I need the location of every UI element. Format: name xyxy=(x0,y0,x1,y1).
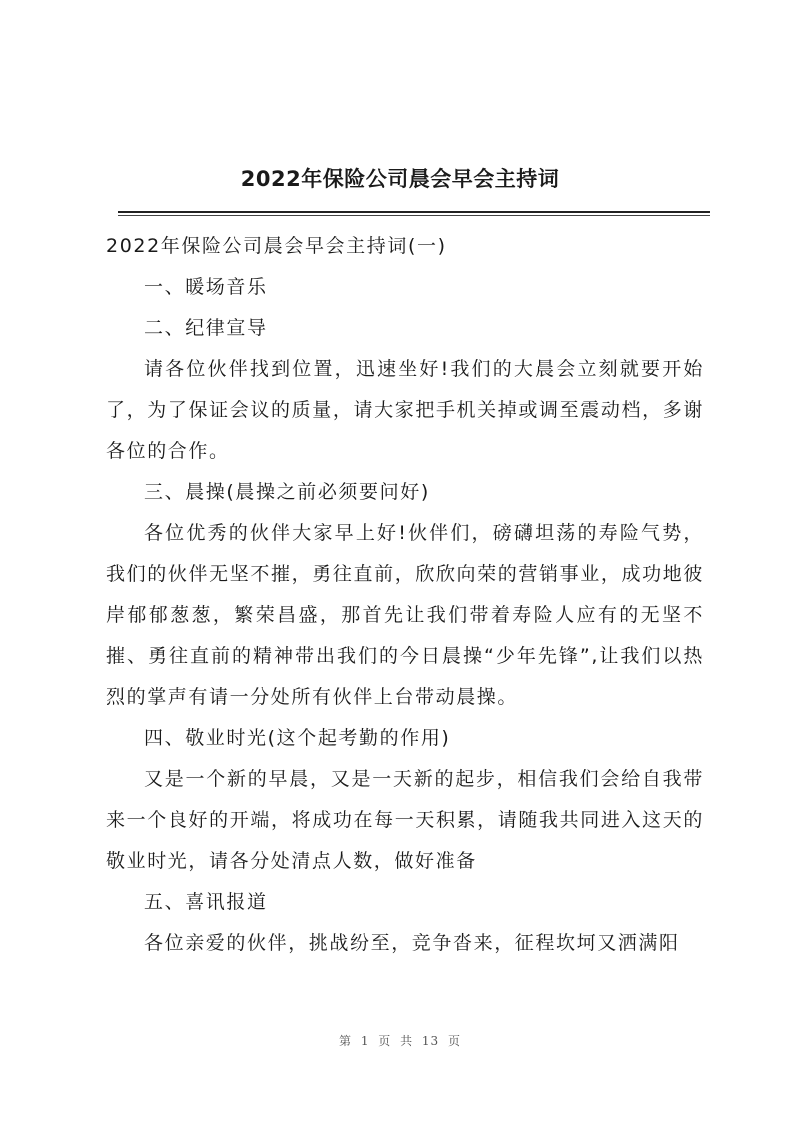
paragraph: 又是一个新的早晨，又是一天新的起步，相信我们会给自我带来一个良好的开端，将成功在每一天积累，请随我共同进入这天的敬业时光，请各分处清点人数，做好准备 xyxy=(106,768,704,872)
paragraph: 请各位伙伴找到位置，迅速坐好!我们的大晨会立刻就要开始了，为了保证会议的质量，请大家把手机关掉或调至震动档，多谢各位的合作。 xyxy=(106,358,704,462)
section-heading: 2022年保险公司晨会早会主持词(一) xyxy=(106,235,447,257)
document-title: 2022年保险公司晨会早会主持词 xyxy=(240,167,560,191)
title-divider-thin xyxy=(118,215,710,216)
item-heading: 三、晨操(晨操之前必须要问好) xyxy=(144,481,430,503)
paragraph: 各位亲爱的伙伴，挑战纷至，竞争沓来，征程坎坷又洒满阳 xyxy=(144,932,680,954)
paragraph: 各位优秀的伙伴大家早上好!伙伴们，磅礴坦荡的寿险气势，我们的伙伴无坚不摧，勇往直前，欣欣向荣的营销事业，成功地彼岸郁郁葱葱，繁荣昌盛，那首先让我们带着寿险人应有的无坚不摧、勇往直前的精神带出我们的今日晨操“少年先锋”,让我们以热烈的掌声有请一分处所有伙伴上台带动晨操。 xyxy=(106,522,704,708)
page-number-footer: 第 1 页 共 13 页 xyxy=(339,1034,461,1048)
item-heading: 二、纪律宣导 xyxy=(144,317,268,339)
item-heading: 五、喜讯报道 xyxy=(144,891,268,913)
document-body xyxy=(106,226,704,964)
title-divider-thick xyxy=(118,211,710,213)
item-heading: 一、暖场音乐 xyxy=(144,276,268,298)
item-heading: 四、敬业时光(这个起考勤的作用) xyxy=(144,727,451,749)
